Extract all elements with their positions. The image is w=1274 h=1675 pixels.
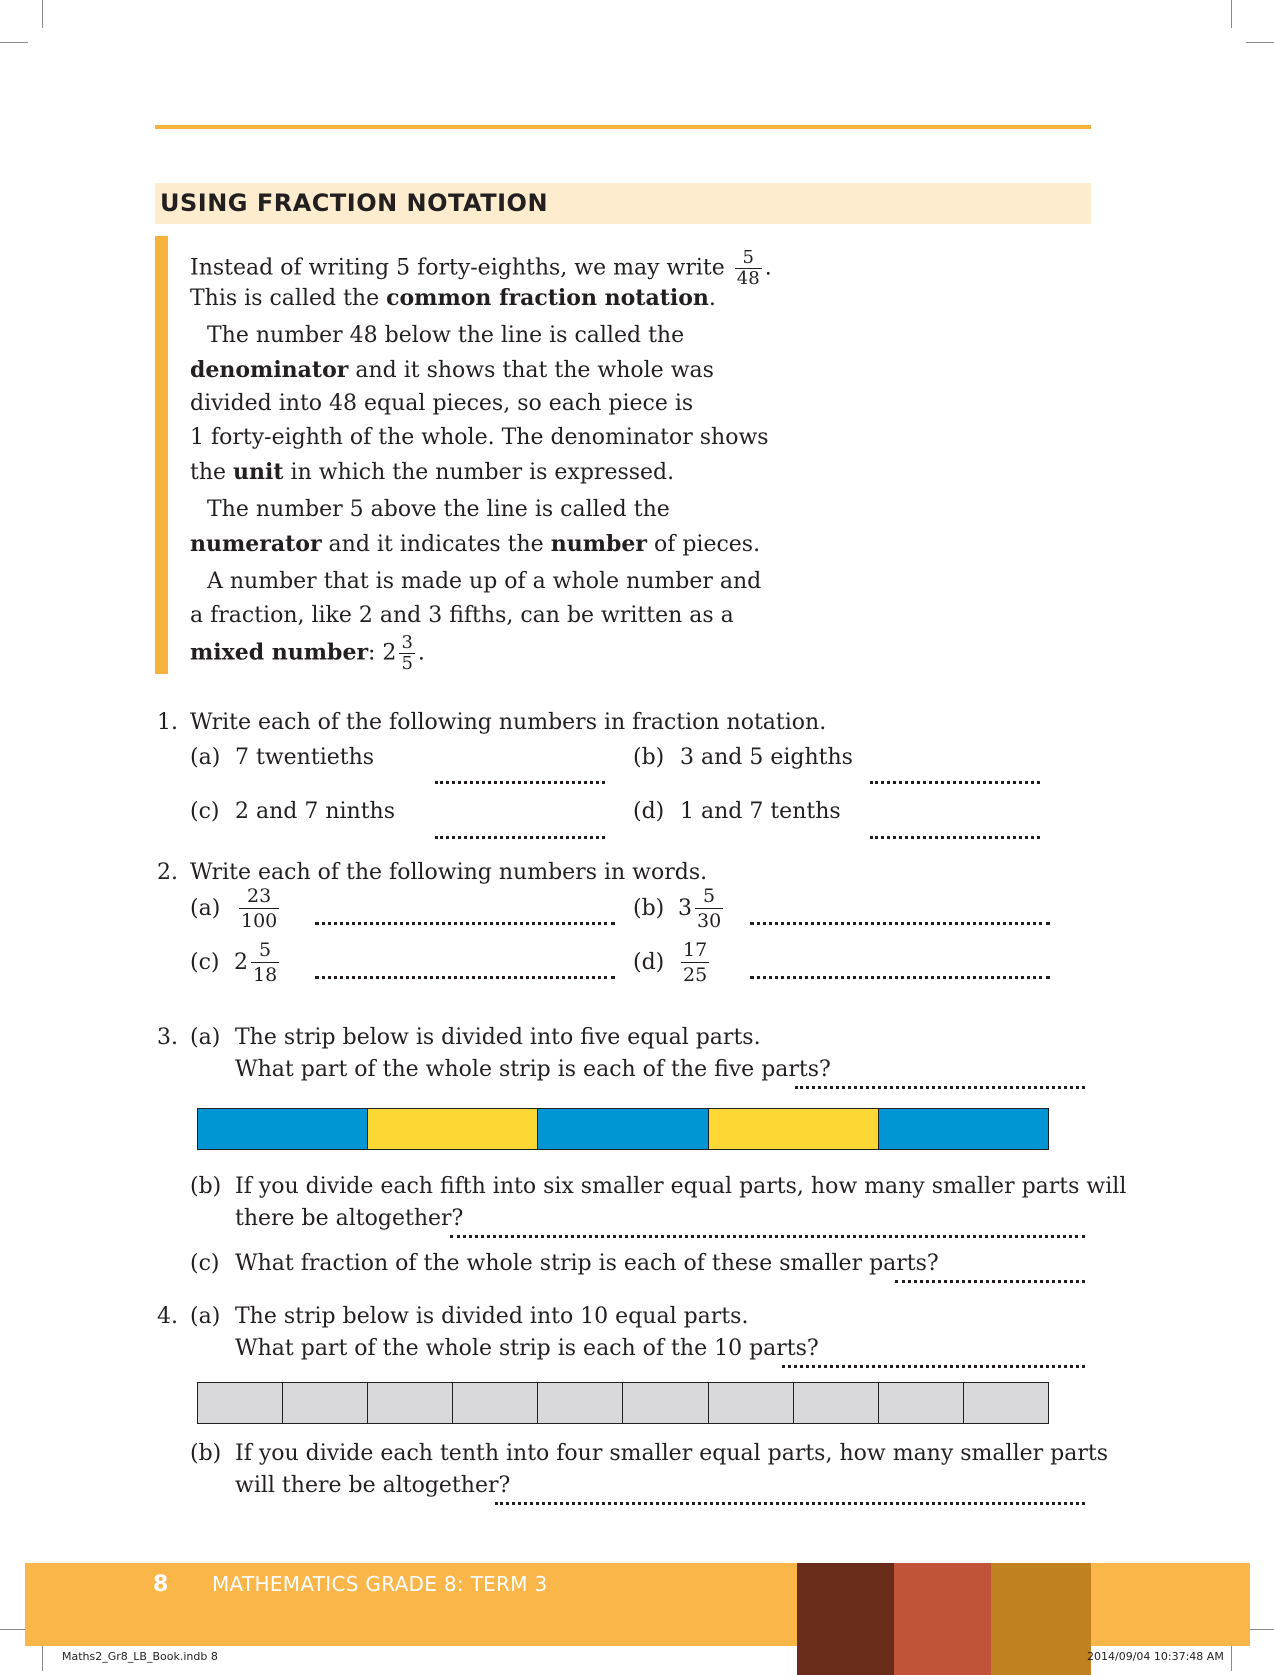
q1d-answer-line[interactable]	[870, 836, 1040, 839]
intro-line-1: Instead of writing 5 forty-eighths, we may write $\frac{5}{48}$ .	[190, 247, 772, 289]
para-denominator-line-5: the unit in which the number is expressed.	[190, 459, 675, 485]
q2c-whole: 2	[234, 950, 248, 975]
strip-part-4	[709, 1109, 879, 1149]
q2b-fraction: $\frac{5}{30}$	[697, 885, 722, 932]
q2b-whole: 3	[678, 896, 692, 921]
print-timestamp: 2014/09/04 10:37:48 AM	[1087, 1650, 1224, 1663]
five-part-strip	[197, 1108, 1049, 1150]
para-denominator-line-2: denominator and it shows that the whole was	[190, 357, 714, 383]
q1d-label: (d)	[633, 799, 665, 824]
para-mixed-line-3: mixed number: 2 $\frac{3}{5}$ .	[190, 632, 425, 674]
strip-part-6	[623, 1383, 708, 1423]
fraction-3-5: $\frac{3}{5}$	[401, 632, 413, 674]
crop-mark	[1246, 1629, 1274, 1630]
q3-number: 3.	[157, 1025, 178, 1050]
q1d-text: 1 and 7 tenths	[680, 799, 841, 824]
q3c-line-1: What fraction of the whole strip is each of these smaller parts?	[235, 1251, 939, 1276]
q1-number: 1.	[157, 710, 178, 735]
q4b-answer-line[interactable]	[495, 1502, 1085, 1505]
para-mixed-line-1: A number that is made up of a whole number and	[207, 569, 762, 594]
crop-mark	[0, 1629, 28, 1630]
q1a-text: 7 twentieths	[235, 745, 375, 770]
strip-part-4	[453, 1383, 538, 1423]
crop-mark	[1231, 0, 1232, 28]
strip-part-3	[368, 1383, 453, 1423]
ten-part-strip	[197, 1382, 1049, 1424]
strip-part-9	[879, 1383, 964, 1423]
page-number: 8	[153, 1572, 169, 1597]
q1a-answer-line[interactable]	[435, 781, 605, 784]
intro-line-2: This is called the common fraction notation.	[190, 285, 716, 311]
q1c-text: 2 and 7 ninths	[235, 799, 396, 824]
term-common-fraction-notation: common fraction notation	[386, 285, 709, 311]
para-denominator-line-4: 1 forty-eighth of the whole. The denominator shows	[190, 425, 769, 450]
q1b-answer-line[interactable]	[870, 781, 1040, 784]
q2-number: 2.	[157, 860, 178, 885]
q2b-answer-line[interactable]	[750, 922, 1050, 925]
term-unit: unit	[233, 459, 284, 485]
q4a-answer-line[interactable]	[782, 1365, 1085, 1368]
footer-swatch	[991, 1563, 1091, 1675]
q2a-fraction: $\frac{23}{100}$	[241, 885, 278, 932]
intro-side-bar	[155, 236, 168, 674]
fraction-5-48: $\frac{5}{48}$	[736, 247, 760, 289]
q4b-line-2: will there be altogether?	[235, 1473, 511, 1498]
q3a-label: (a)	[190, 1025, 221, 1050]
q4a-line-1: The strip below is divided into 10 equal parts.	[235, 1304, 749, 1329]
para-mixed-line-2: a fraction, like 2 and 3 fifths, can be written as a	[190, 603, 734, 628]
strip-part-5	[879, 1109, 1048, 1149]
q4a-label: (a)	[190, 1304, 221, 1329]
strip-part-1	[198, 1109, 368, 1149]
q2d-fraction: $\frac{17}{25}$	[683, 939, 708, 986]
q2a-label: (a)	[190, 896, 221, 921]
strip-part-10	[964, 1383, 1048, 1423]
term-number: number	[550, 531, 647, 557]
strip-part-2	[283, 1383, 368, 1423]
q3a-line-2: What part of the whole strip is each of the five parts?	[235, 1057, 831, 1082]
q4-number: 4.	[157, 1304, 178, 1329]
q4b-line-1: If you divide each tenth into four smaller equal parts, how many smaller parts	[235, 1441, 1108, 1466]
q1c-label: (c)	[190, 799, 220, 824]
term-numerator: numerator	[190, 531, 322, 557]
strip-part-5	[538, 1383, 623, 1423]
para-denominator-line-3: divided into 48 equal pieces, so each piece is	[190, 391, 694, 416]
section-heading: USING FRACTION NOTATION	[160, 189, 549, 217]
print-file-label: Maths2_Gr8_LB_Book.indb 8	[62, 1650, 218, 1663]
strip-part-7	[709, 1383, 794, 1423]
q1a-label: (a)	[190, 745, 221, 770]
q2d-answer-line[interactable]	[750, 976, 1050, 979]
footer-title: MATHEMATICS GRADE 8: TERM 3	[212, 1572, 548, 1596]
q3a-line-1: The strip below is divided into five equal parts.	[235, 1025, 761, 1050]
q2c-answer-line[interactable]	[315, 976, 615, 979]
q1b-text: 3 and 5 eighths	[680, 745, 853, 770]
q3b-label: (b)	[190, 1174, 222, 1199]
strip-part-8	[794, 1383, 879, 1423]
q3a-answer-line[interactable]	[795, 1086, 1085, 1089]
q1b-label: (b)	[633, 745, 665, 770]
crop-mark	[1231, 1643, 1232, 1671]
q2c-label: (c)	[190, 950, 220, 975]
crop-mark	[1246, 42, 1274, 43]
q2-prompt: Write each of the following numbers in words.	[190, 860, 708, 885]
para-numerator-line-2: numerator and it indicates the number of pieces.	[190, 531, 761, 557]
q3b-line-1: If you divide each fifth into six smaller equal parts, how many smaller parts will	[235, 1174, 1127, 1199]
strip-part-1	[198, 1383, 283, 1423]
q4a-line-2: What part of the whole strip is each of the 10 parts?	[235, 1336, 819, 1361]
top-rule	[155, 125, 1091, 129]
q2c-fraction: $\frac{5}{18}$	[253, 939, 278, 986]
para-numerator-line-1: The number 5 above the line is called the	[207, 497, 670, 522]
strip-part-3	[538, 1109, 708, 1149]
q3c-label: (c)	[190, 1251, 220, 1276]
q2a-answer-line[interactable]	[315, 922, 615, 925]
q3b-answer-line[interactable]	[450, 1235, 1085, 1238]
q3b-line-2: there be altogether?	[235, 1206, 464, 1231]
q2b-label: (b)	[633, 896, 665, 921]
footer-swatch	[894, 1563, 991, 1675]
crop-mark	[42, 0, 43, 28]
term-denominator: denominator	[190, 357, 349, 383]
q3c-answer-line[interactable]	[895, 1280, 1085, 1283]
para-denominator-line-1: The number 48 below the line is called the	[207, 323, 685, 348]
q4b-label: (b)	[190, 1441, 222, 1466]
q1c-answer-line[interactable]	[435, 836, 605, 839]
term-mixed-number: mixed number	[190, 639, 369, 666]
crop-mark	[0, 42, 28, 43]
crop-mark	[42, 1643, 43, 1671]
footer-swatch	[797, 1563, 894, 1675]
strip-part-2	[368, 1109, 538, 1149]
q1-prompt: Write each of the following numbers in fraction notation.	[190, 710, 827, 735]
q2d-label: (d)	[633, 950, 665, 975]
